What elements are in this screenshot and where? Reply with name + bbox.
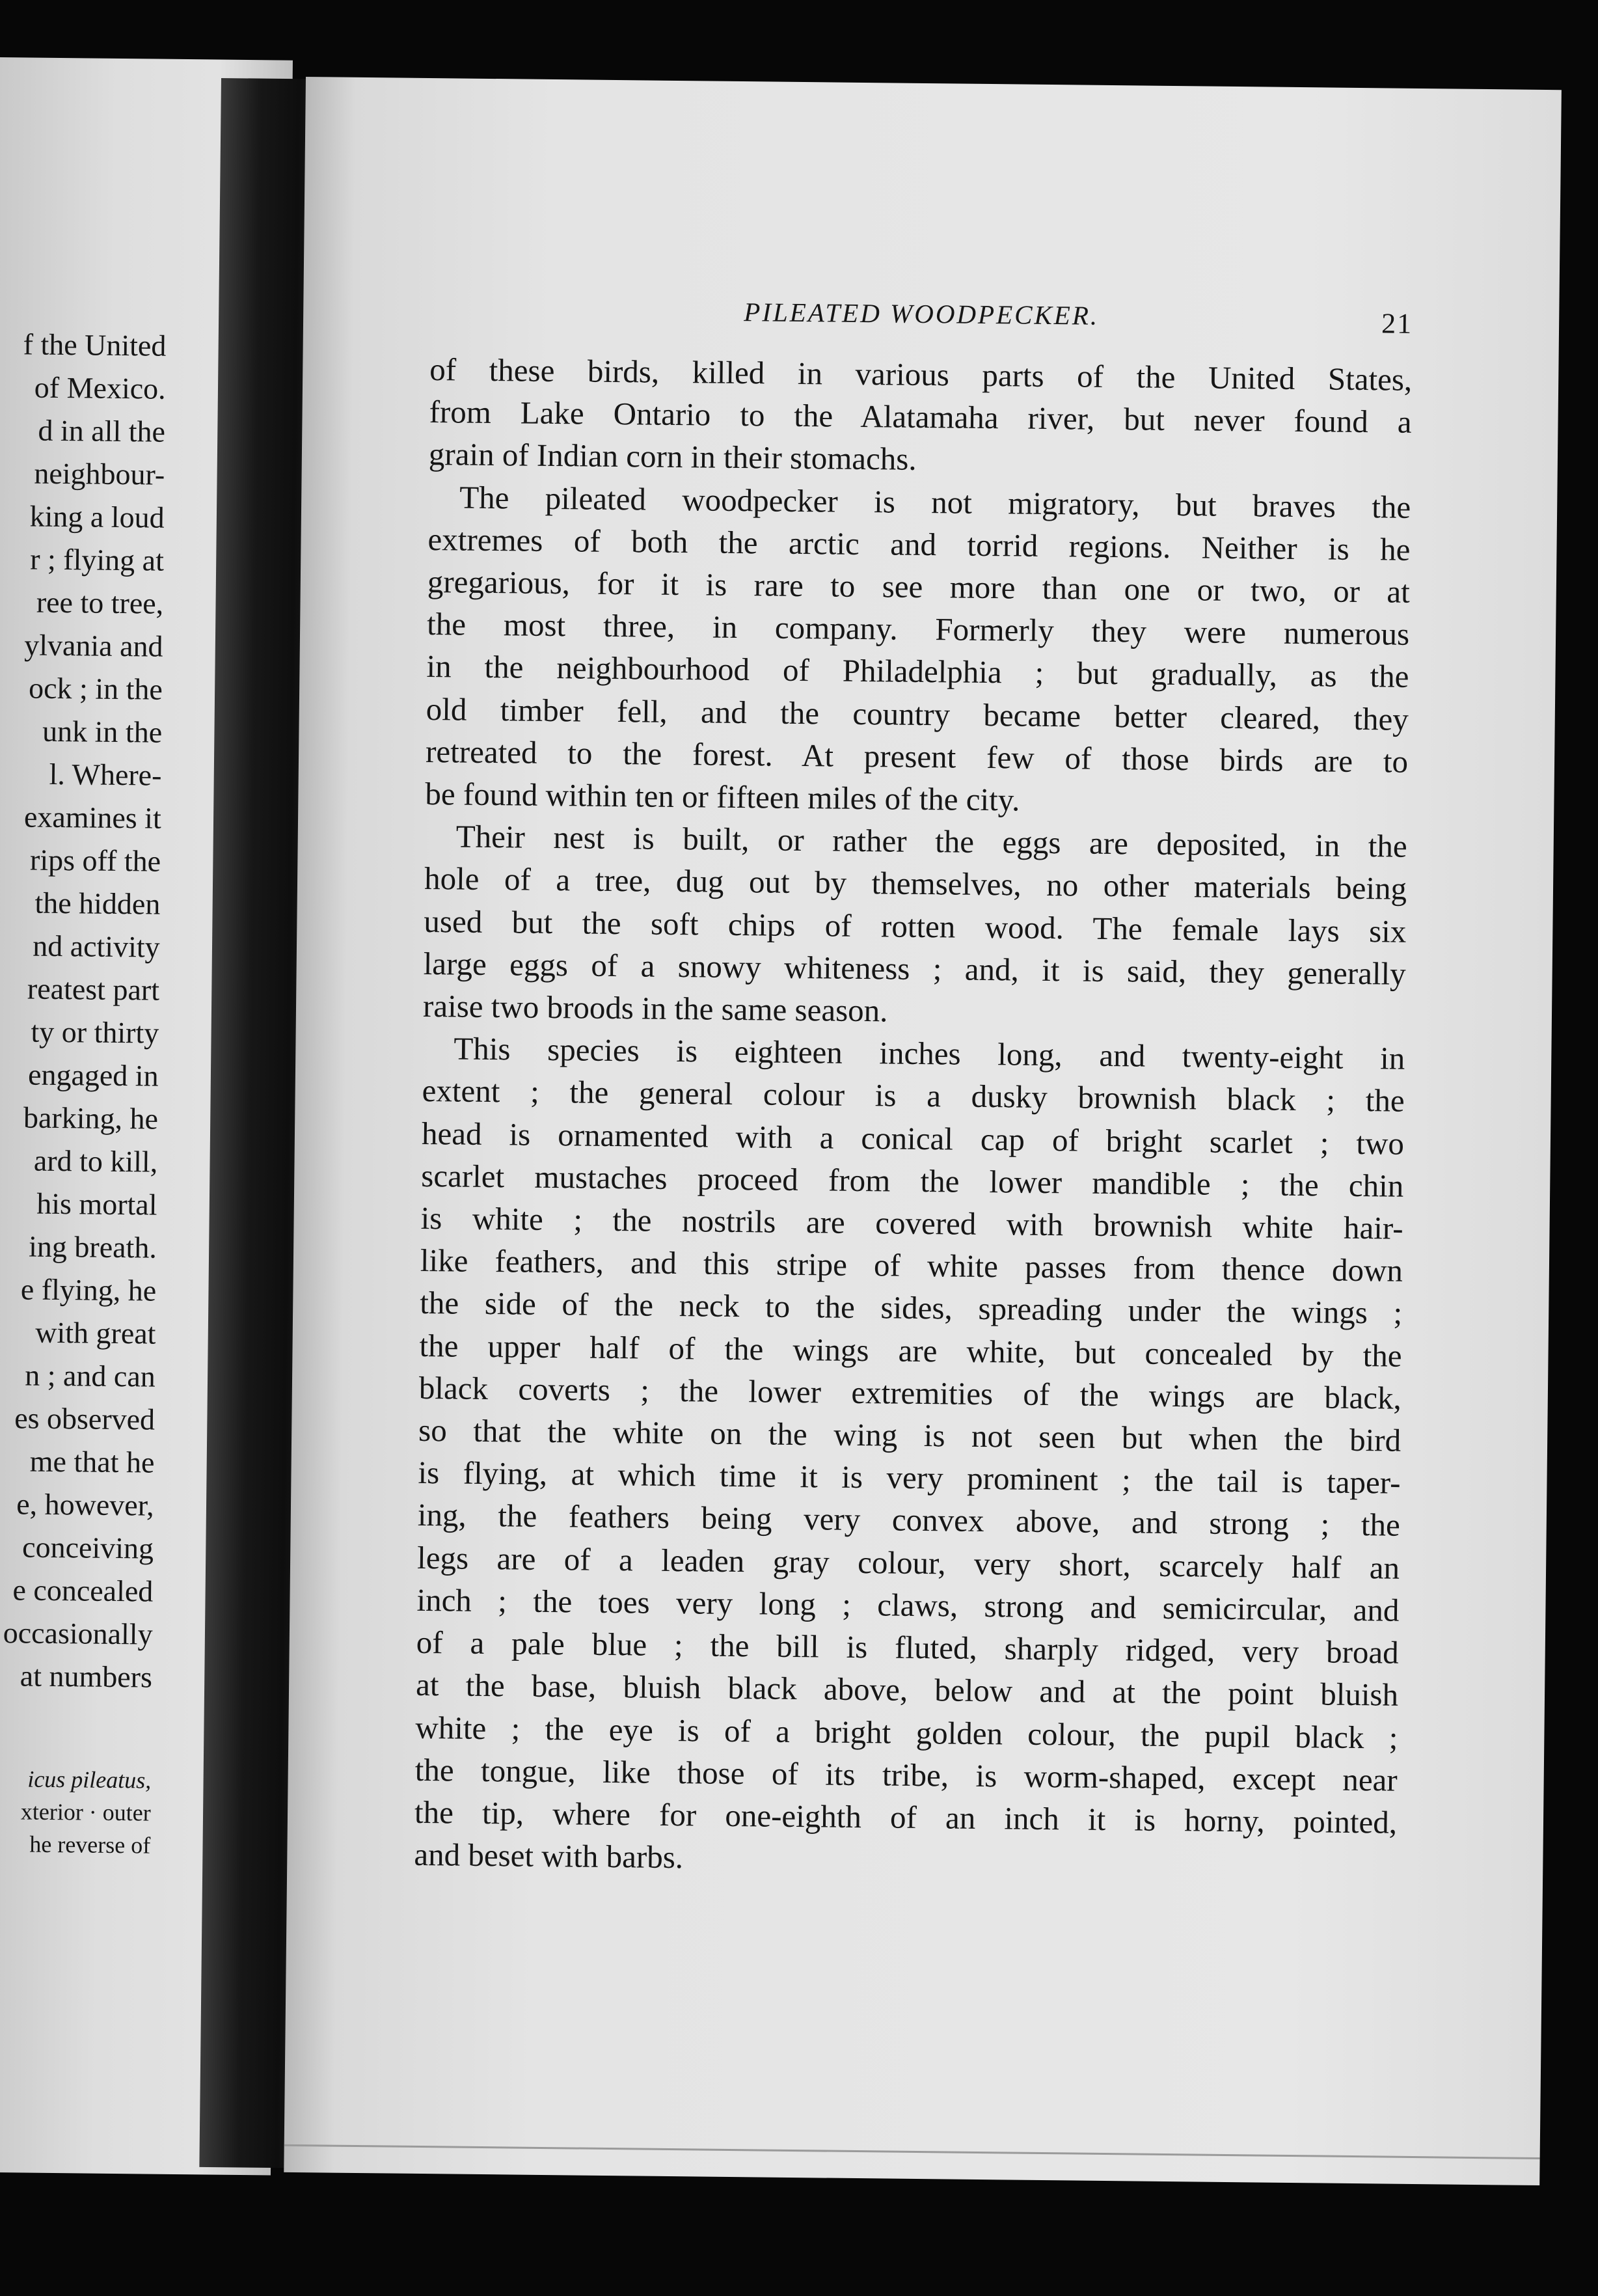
right-page xyxy=(284,77,1562,2185)
body-line: the upper half of the wings are white, but concealed by the xyxy=(419,1327,1402,1374)
left-page-line: e, however, xyxy=(16,1487,154,1522)
left-page-line: ard to kill, xyxy=(33,1143,158,1179)
left-page-line: r ; flying at xyxy=(29,542,165,577)
body-line: Their nest is built, or rather the eggs are deposited, in the xyxy=(455,818,1407,865)
body-line: grain of Indian corn in their stomachs. xyxy=(428,436,917,478)
body-line: at the base, bluish black above, below and at the point bluish xyxy=(415,1667,1399,1714)
left-page-line: d in all the xyxy=(38,413,166,448)
body-line: hole of a tree, dug out by themselves, no other materials being xyxy=(424,860,1407,907)
left-page-line: king a loud xyxy=(29,499,165,534)
body-line: the tip, where for one-eighth of an inch it is horny, pointed, xyxy=(414,1794,1398,1840)
left-page-line: f the United xyxy=(23,327,167,362)
body-line: black coverts ; the lower extremities of the wings are black, xyxy=(418,1369,1402,1416)
body-line: so that the white on the wing is not seen but when the bird xyxy=(418,1412,1402,1458)
body-line: raise two broods in the same season. xyxy=(422,988,888,1029)
body-line: scarlet mustaches proceed from the lower mandible ; the chin xyxy=(421,1157,1404,1204)
left-page-line: ylvania and xyxy=(23,628,163,663)
running-header xyxy=(430,293,1413,342)
left-page-line: at numbers xyxy=(20,1659,153,1694)
page-number: 21 xyxy=(1381,307,1413,340)
left-page-line: ty or thirty xyxy=(31,1015,159,1050)
body-line: retreated to the forest. At present few of those birds are to xyxy=(425,733,1409,780)
left-footnote-line: he reverse of xyxy=(29,1831,151,1859)
body-line: old timber fell, and the country became better cleared, they xyxy=(426,690,1409,737)
body-line: the most three, in company. Formerly they were numerous xyxy=(426,606,1410,653)
body-line: The pileated woodpecker is not migratory, but braves the xyxy=(459,479,1411,525)
body-line: extent ; the general colour is a dusky brownish black ; the xyxy=(422,1073,1405,1119)
left-page-text xyxy=(0,318,167,1699)
left-page-footnote xyxy=(0,1758,152,1861)
left-page-line: reatest part xyxy=(27,972,160,1007)
left-page-line: examines it xyxy=(23,800,162,835)
body-line: legs are of a leaden gray colour, very short, scarcely half an xyxy=(416,1539,1400,1586)
body-line: large eggs of a snowy whiteness ; and, it is said, they generally xyxy=(423,945,1406,992)
left-page-line: es observed xyxy=(14,1401,156,1436)
body-text xyxy=(414,348,1412,1886)
left-page-line: engaged in xyxy=(27,1058,159,1093)
left-page-line: nd activity xyxy=(32,929,160,964)
body-line: the side of the neck to the sides, spreading under the wings ; xyxy=(419,1285,1403,1332)
left-page-line: neighbour- xyxy=(34,456,165,491)
left-page-line: e flying, he xyxy=(20,1272,157,1307)
left-page-line: ing breath. xyxy=(28,1229,157,1264)
left-page-line: rips off the xyxy=(29,843,161,878)
body-line: inch ; the toes very long ; claws, strong and semicircular, and xyxy=(416,1581,1400,1628)
body-line: of these birds, killed in various parts of the United States, xyxy=(429,351,1413,398)
left-page-line: occasionally xyxy=(3,1616,153,1651)
left-footnote-line: xterior · outer xyxy=(20,1798,151,1826)
body-line: white ; the eye is of a bright golden colour, the pupil black ; xyxy=(415,1709,1398,1756)
left-page-line: unk in the xyxy=(42,714,163,749)
body-line: gregarious, for it is rare to see more than one or two, or at xyxy=(427,564,1411,610)
left-page-line: me that he xyxy=(29,1444,155,1479)
left-page-line: of Mexico. xyxy=(34,370,166,405)
body-line: be found within ten or fifteen miles of the city. xyxy=(425,776,1020,818)
running-title: PILEATED WOODPECKER. xyxy=(744,297,1100,331)
left-page-line: with great xyxy=(35,1315,156,1350)
body-line: used but the soft chips of rotten wood. The female lays six xyxy=(424,903,1407,950)
body-line: is white ; the nostrils are covered with brownish white hair- xyxy=(420,1200,1403,1246)
left-page-line: conceiving xyxy=(21,1530,154,1565)
left-page-line: his mortal xyxy=(36,1186,157,1222)
body-line: head is ornamented with a conical cap of bright scarlet ; two xyxy=(421,1115,1405,1162)
left-page-line: the hidden xyxy=(34,886,161,921)
body-line: of a pale blue ; the bill is fluted, sharply ridged, very broad xyxy=(416,1624,1400,1671)
body-line: from Lake Ontario to the Alatamaha river, but never found a xyxy=(429,394,1412,441)
page-edge-line xyxy=(284,2144,1540,2159)
left-page-line: ock ; in the xyxy=(28,671,163,706)
body-line: extremes of both the arctic and torrid regions. Neither is he xyxy=(427,521,1411,567)
body-line: in the neighbourhood of Philadelphia ; but gradually, as the xyxy=(426,648,1409,695)
body-line: and beset with barbs. xyxy=(414,1837,684,1876)
left-page-line: barking, he xyxy=(23,1100,159,1136)
body-line: like feathers, and this stripe of white passes from thence down xyxy=(420,1242,1403,1289)
body-line: the tongue, like those of its tribe, is worm-shaped, except near xyxy=(414,1751,1398,1798)
body-line: This species is eighteen inches long, and twenty-eight in xyxy=(454,1030,1405,1077)
left-page-line: n ; and can xyxy=(24,1358,156,1393)
left-page-line: e concealed xyxy=(12,1573,154,1608)
left-page-line: l. Where- xyxy=(49,757,162,792)
body-line: is flying, at which time it is very prominent ; the tail is taper- xyxy=(418,1455,1401,1501)
left-page-line: ree to tree, xyxy=(36,585,164,620)
body-line: ing, the feathers being very convex above, and strong ; the xyxy=(417,1497,1401,1544)
left-footnote-line: icus pileatus, xyxy=(27,1766,152,1794)
